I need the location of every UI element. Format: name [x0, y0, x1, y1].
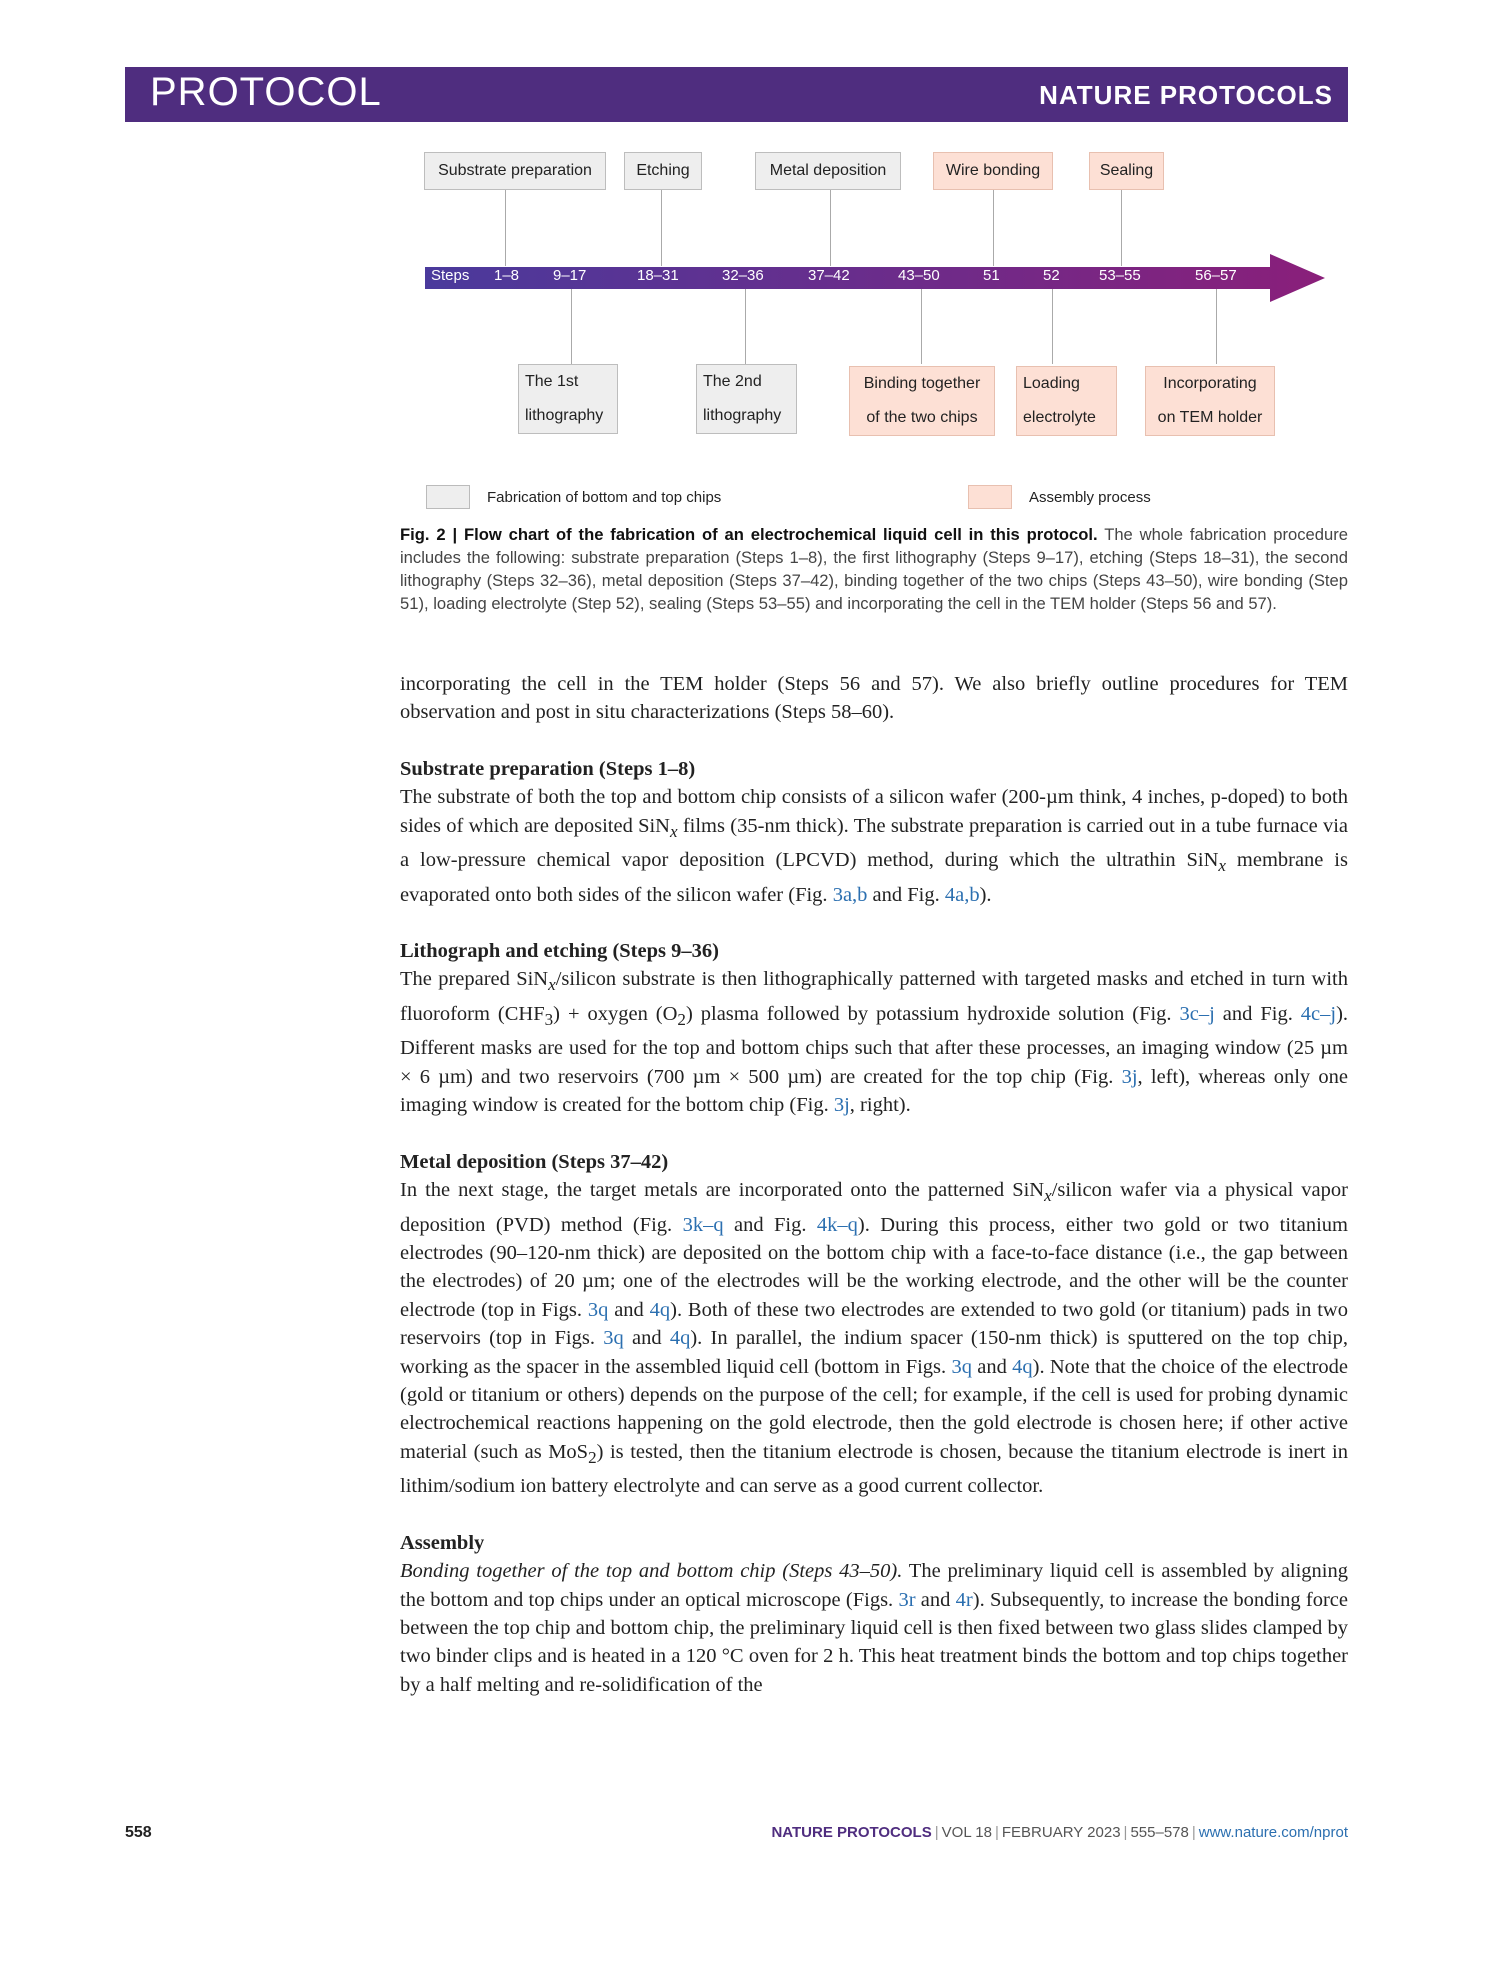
footer-date: FEBRUARY 2023 [1001, 1824, 1121, 1841]
step-range: 53–55 [1099, 267, 1141, 284]
step-range: 56–57 [1195, 267, 1237, 284]
step-box-binding-chips: Binding together of the two chips [849, 366, 995, 436]
step-box-sealing: Sealing [1089, 152, 1164, 190]
footer-volume: VOL 18 [941, 1824, 992, 1841]
footer-journal: NATURE PROTOCOLS [771, 1824, 932, 1841]
figure-link[interactable]: 3q [587, 1298, 609, 1321]
caption-text: The whole fabrication procedure includes the following: substrate preparation (Steps 1–8), the first lithography (Steps 9–17), etching (Steps 18–31), the second lithography (Steps 32–36), metal deposition (Steps 37–42), binding together of the two chips (Steps 43–50), wire bonding (Step 51), loading electrolyte (Step 52), sealing (Steps 53–55) and incorporating the cell in the TEM holder (Steps 56 and 57). [400, 525, 1348, 613]
article-body [400, 670, 1348, 1699]
section-heading: Lithograph and etching (Steps 9–36) [400, 940, 719, 963]
section-heading: Substrate preparation (Steps 1–8) [400, 757, 696, 780]
legend-assembly: Assembly process [1029, 489, 1151, 506]
step-box-substrate-preparation: Substrate preparation [424, 152, 606, 190]
figure-link[interactable]: 4k–q [816, 1213, 858, 1236]
footer-citation: NATURE PROTOCOLS | VOL 18 | FEBRUARY 2023 | 555–578 | www.nature.com/nprot [771, 1824, 1348, 1841]
section-label: PROTOCOL [150, 70, 382, 114]
footer-url[interactable]: www.nature.com/nprot [1198, 1824, 1348, 1841]
connector-line [1052, 289, 1053, 364]
step-range: 9–17 [553, 267, 587, 284]
figure-link[interactable]: 3j [833, 1094, 850, 1117]
figure-link[interactable]: 4q [669, 1327, 691, 1350]
figure-link[interactable]: 4c–j [1300, 1002, 1337, 1025]
step-range: 32–36 [722, 267, 764, 284]
figure-link[interactable]: 3k–q [682, 1213, 724, 1236]
figure-link[interactable]: 3q [603, 1327, 624, 1350]
step-range: 37–42 [808, 267, 850, 284]
step-box-second-lithography: The 2nd lithography [696, 364, 797, 434]
step-box-metal-deposition: Metal deposition [755, 152, 901, 190]
figure-link[interactable]: 3c–j [1179, 1002, 1215, 1025]
steps-title: Steps [431, 267, 470, 284]
section-heading: Metal deposition (Steps 37–42) [400, 1150, 669, 1173]
figure-link[interactable]: 4a,b [944, 883, 980, 906]
step-range: 43–50 [898, 267, 940, 284]
step-range: 1–8 [494, 267, 520, 284]
figure-link[interactable]: 4q [1012, 1355, 1033, 1378]
step-box-wire-bonding: Wire bonding [933, 152, 1053, 190]
legend-swatch-grey [426, 485, 470, 509]
caption-label: Fig. 2 | Flow chart of the fabrication of an electrochemical liquid cell in this protocol. [400, 525, 1098, 544]
figure-link[interactable]: 3r [898, 1588, 916, 1611]
section-metal-deposition [400, 1148, 1348, 1501]
step-box-first-lithography: The 1st lithography [518, 364, 618, 434]
step-box-etching: Etching [624, 152, 702, 190]
paragraph: In the next stage, the target metals are incorporated onto the patterned SiN$_x$/silicon wafer via a physical vapor deposition (PVD) method (Fig. 3k–q and Fig. 4k–q). During this process, either two gold or two titanium electrodes (90–120-nm thick) are deposited on the bottom chip with a face-to-face distance (i.e., the gap between the electrodes) of 20 µm; one of the electrodes will be the working electrode, and the other will be the counter electrode (top in Figs. 3q and 4q). Both of these two electrodes are extended to two gold (or titanium) pads in two reservoirs (top in Figs. 3q and 4q). In parallel, the indium spacer (150-nm thick) is sputtered on the top chip, working as the spacer in the assembled liquid cell (bottom in Figs. 3q and 4q). Note that the choice of the electrode (gold or titanium or others) depends on the purpose of the cell; for example, if the cell is used for probing dynamic electrochemical reactions happening on the gold electrode, then the gold electrode is chosen here; if other active material (such as MoS$_2$) is tested, then the titanium electrode is chosen, because the titanium electrode is inert in lithim/sodium ion battery electrolyte and can serve as a good current collector. [400, 1179, 1348, 1498]
legend-fabrication: Fabrication of bottom and top chips [487, 489, 722, 506]
page-number: 558 [125, 1824, 152, 1841]
figure-link[interactable]: 3q [951, 1355, 972, 1378]
step-box-tem-holder: Incorporating on TEM holder [1145, 366, 1275, 436]
section-lithography-etching [400, 937, 1348, 1120]
paragraph: The prepared SiN$_x$/silicon substrate is then lithographically patterned with targeted masks and etched in turn with fluoroform $(CHF_3)$ + oxygen $(O_2)$ plasma followed by potassium hydroxide solution (Fig. 3c–j and Fig. 4c–j). Different masks are used for the top and bottom chips such that after these processes, an imaging window (25 µm × 6 µm) and two reservoirs (700 µm × 500 µm) are created for the top chip (Fig. 3j, left), whereas only one imaging window is created for the bottom chip (Fig. 3j, right). [400, 968, 1349, 1117]
flow-chart-figure [0, 0, 1489, 540]
figure-caption [400, 523, 1348, 615]
step-range: 18–31 [637, 267, 679, 284]
legend-swatch-pink [968, 485, 1012, 509]
figure-link[interactable]: 3a,b [832, 883, 868, 906]
paragraph: The substrate of both the top and bottom chip consists of a silicon wafer (200-µm think, 4 inches, p-doped) to both sides of which are deposited SiN$_x$ films (35-nm thick). The substrate preparation is carried out in a tube furnace via a low-pressure chemical vapor deposition (LPCVD) method, during which the ultrathin SiN$_x$ membrane is evaporated onto both sides of the silicon wafer (Fig. 3a,b and Fig. 4a,b). [400, 786, 1348, 906]
connector-line [745, 289, 746, 364]
connector-line [1216, 289, 1217, 364]
section-substrate-preparation [400, 755, 1348, 909]
step-box-loading-electrolyte: Loading electrolyte [1016, 366, 1117, 436]
figure-link[interactable]: 3j [1121, 1065, 1138, 1088]
step-range: 52 [1043, 267, 1060, 284]
figure-link[interactable]: 4q [649, 1298, 671, 1321]
paragraph: Bonding together of the top and bottom chip (Steps 43–50). The preliminary liquid cell is assembled by aligning the bottom and top chips under an optical microscope (Figs. 3r and 4r). Subsequently, to increase the bonding force between the top chip and bottom chip, the preliminary liquid cell is then fixed between two glass slides clamped by two binder clips and is heated in a 120 °C oven for 2 h. This heat treatment binds the bottom and top chips together by a half melting and re-solidification of the [400, 1560, 1349, 1696]
footer-pages: 555–578 [1130, 1824, 1189, 1841]
intro-paragraph: incorporating the cell in the TEM holder (Steps 56 and 57). We also briefly outline procedures for TEM observation and post in situ characterizations (Steps 58–60). [400, 673, 1348, 724]
section-assembly [400, 1529, 1348, 1699]
step-range: 51 [983, 267, 1000, 284]
journal-name: NATURE PROTOCOLS [1039, 80, 1333, 110]
subsection-heading: Bonding together of the top and bottom chip (Steps 43–50). [400, 1560, 903, 1583]
connector-line [921, 289, 922, 364]
connector-line [571, 289, 572, 364]
figure-link[interactable]: 4r [955, 1588, 973, 1611]
section-heading: Assembly [400, 1531, 485, 1554]
